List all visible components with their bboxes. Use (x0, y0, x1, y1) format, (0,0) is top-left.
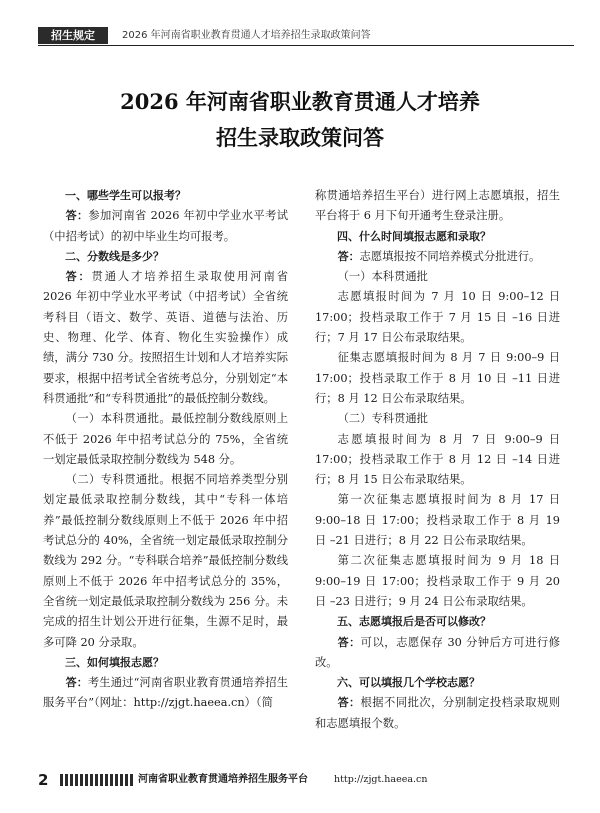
right-column (315, 186, 560, 734)
answer-text: 可以，志愿保存 30 分钟后方可进行修改。 (315, 635, 560, 669)
article-title (38, 84, 562, 156)
question-6: 六、可以填报几个学校志愿？ (337, 676, 480, 690)
title-line-2: 招生录取政策问答 (216, 125, 384, 150)
answer-1 (43, 206, 288, 247)
footer-decoration (60, 774, 134, 786)
footer-url: http://zjgt.haeea.cn (334, 774, 428, 785)
answer-text: 参加河南省 2026 年初中学业水平考试（中招考试）的初中毕业生均可报考。 (43, 209, 289, 243)
answer-text: 志愿填报按不同培养模式分批进行。 (359, 249, 541, 263)
question-2: 二、分数线是多少？ (65, 249, 164, 263)
answer-label: 答： (337, 635, 361, 649)
answer-2-undergrad: （一）本科贯通批。最低控制分数线原则上不低于 2026 年中招考试总分的 75%，全省统一划定最低录取控制分数线为 548 分。 (43, 412, 288, 466)
page-footer (38, 770, 574, 790)
answer-text: 考生通过“河南省职业教育贯通培养招生服务平台”（网址：http://zjgt.haeea.cn）（简 (43, 676, 289, 710)
running-header-title: 2026 年河南省职业教育贯通人才培养招生录取政策问答 (122, 30, 371, 41)
schedule-undergrad-supplement: 征集志愿填报时间为 8 月 7 日 9:00–9 日 17:00；投档录取工作于 8 月 10 日 –11 日进行；8 月 12 日公布录取结果。 (315, 351, 560, 405)
answer-label: 答： (337, 696, 361, 710)
section-tag: 招生规定 (38, 27, 108, 44)
answer-2-college: （二）专科贯通批。根据不同培养类型分别划定最低录取控制分数线，其中“专科一体培养”最低控制分数线原则上不低于 2026 年中招考试总分的 40%，全省统一划定最低录取控制分数线为 292 分。“专科联合培养”最低控制分数线原则上不低于 2026 年中招考试总分的 35%，全省统一划定最低录取控制分数线为 256 分。未完成的招生计划公开进行征集，生源不足时，最多可降 20 分录取。 (43, 473, 288, 649)
answer-text: 根据不同批次，分别制定投档录取规则和志愿填报个数。 (315, 696, 560, 730)
answer-5 (315, 633, 560, 674)
schedule-college: 志愿填报时间为 8 月 7 日 9:00–9 日 17:00；投档录取工作于 8 月 12 日 –14 日进行；8 月 15 日公布录取结果。 (315, 432, 560, 487)
answer-3-continued: 称贯通培养招生平台）进行网上志愿填报，招生平台将于 6 月下旬开通考生登录注册。 (315, 189, 560, 223)
subhead-undergrad: （一）本科贯通批 (337, 270, 428, 284)
answer-6 (315, 693, 560, 734)
answer-label: 答： (65, 270, 92, 284)
subhead-college: （二）专科贯通批 (337, 412, 428, 426)
page-number: 2 (38, 771, 49, 789)
running-header (38, 27, 574, 46)
question-5: 五、志愿填报后是否可以修改？ (337, 615, 491, 629)
answer-3 (43, 673, 288, 714)
question-1: 一、哪些学生可以报考？ (65, 189, 186, 202)
schedule-college-supplement-2: 第二次征集志愿填报时间为 9 月 18 日 9:00–19 日 17:00；投档录取工作于 9 月 20 日 –23 日进行；9 月 24 日公布录取结果。 (315, 554, 560, 608)
answer-label: 答： (65, 209, 89, 223)
answer-text: 贯通人才培养招生录取使用河南省 2026 年初中学业水平考试（中招考试）全省统考科目（语文、数学、英语、道德与法治、历史、物理、化学、体育、物化生实验操作）成绩，满分 730 分。按照招生计划和人才培养实际要求，根据中招考试全省统考总分，分别划定“本科贯通批”和“专科贯通批”的最低控制分数线。 (43, 270, 288, 405)
question-4: 四、什么时间填报志愿和录取？ (337, 229, 491, 243)
question-3: 三、如何填报志愿？ (65, 655, 164, 669)
schedule-undergrad: 志愿填报时间为 7 月 10 日 9:00–12 日 17:00；投档录取工作于 7 月 15 日 –16 日进行；7 月 17 日公布录取结果。 (315, 290, 560, 345)
answer-label: 答： (65, 676, 88, 690)
left-column (43, 186, 288, 714)
schedule-college-supplement-1: 第一次征集志愿填报时间为 8 月 17 日 9:00–18 日 17:00；投档录取工作于 8 月 19 日 –21 日进行；8 月 22 日公布录取结果。 (315, 493, 560, 548)
footer-platform-name: 河南省职业教育贯通培养招生服务平台 (138, 774, 308, 785)
answer-label: 答： (337, 249, 360, 263)
answer-2 (43, 267, 288, 409)
title-line-1: 2026 年河南省职业教育贯通人才培养 (120, 89, 480, 114)
answer-4 (315, 247, 560, 267)
